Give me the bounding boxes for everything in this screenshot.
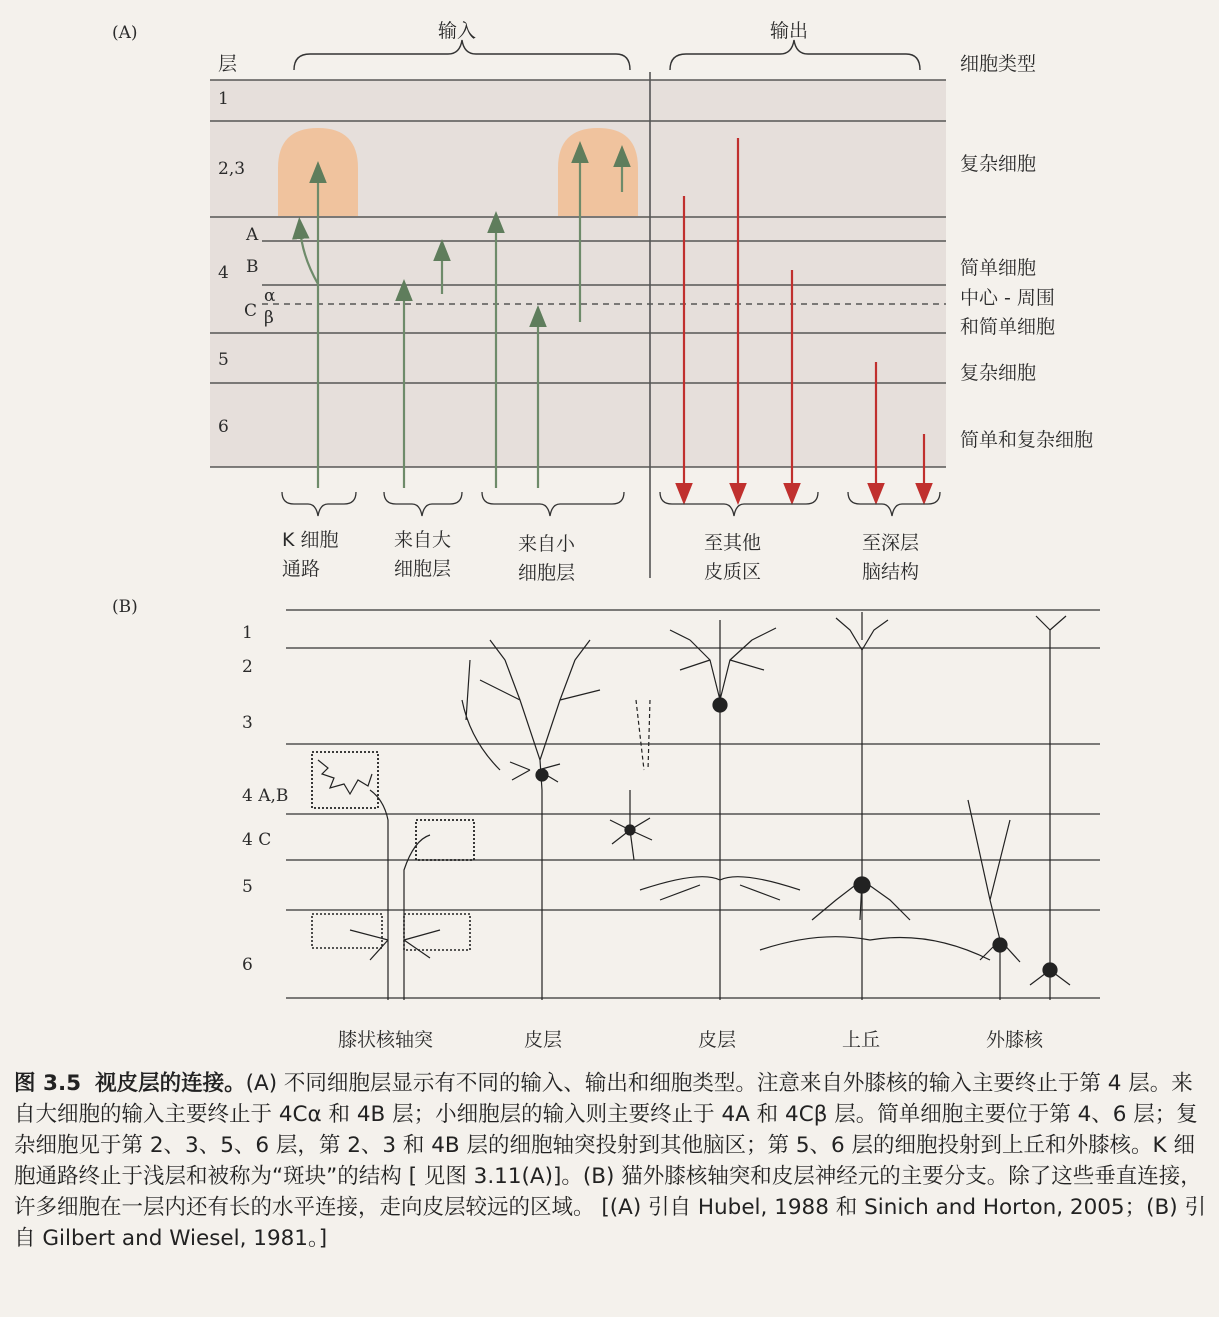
b-layer-6-label: 6 bbox=[242, 955, 253, 975]
cortex-cell-2-drawing bbox=[610, 700, 652, 860]
b-cell-label-cortex-2: 皮层 bbox=[698, 1029, 737, 1051]
target-deep-line1: 至深层 bbox=[862, 532, 920, 554]
b-cell-label-lgn: 外膝核 bbox=[986, 1029, 1044, 1051]
panel-b-label: (B) bbox=[112, 597, 138, 617]
target-cortex-line2: 皮质区 bbox=[704, 561, 762, 583]
panel-a bbox=[112, 20, 1093, 584]
b-cell-label-geniculate: 膝状核轴突 bbox=[338, 1029, 434, 1051]
cell-type-simple-complex: 简单和复杂细胞 bbox=[960, 429, 1094, 451]
layer-1-label: 1 bbox=[218, 89, 229, 109]
target-cortex-line1: 至其他 bbox=[704, 532, 762, 554]
b-layer-2-label: 2 bbox=[242, 657, 253, 677]
layer-4c-label: C bbox=[244, 301, 258, 321]
cell-type-header: 细胞类型 bbox=[960, 53, 1037, 75]
b-layer-1-label: 1 bbox=[242, 623, 253, 643]
cell-type-simple: 简单细胞 bbox=[960, 257, 1037, 279]
source-k-line1: K 细胞 bbox=[282, 529, 339, 551]
blob-right bbox=[558, 128, 638, 216]
figure-caption bbox=[14, 1068, 1206, 1254]
layer-4c-alpha-label: α bbox=[264, 286, 276, 306]
output-brace bbox=[670, 40, 920, 70]
cell-type-complex-2: 复杂细胞 bbox=[960, 362, 1037, 384]
input-header: 输入 bbox=[438, 20, 477, 42]
target-deep-line2: 脑结构 bbox=[862, 561, 920, 583]
input-brace bbox=[294, 40, 630, 70]
source-parvo-line1: 来自小 bbox=[518, 533, 576, 555]
geniculate-axon-drawing bbox=[312, 752, 474, 1000]
b-cell-label-cortex-1: 皮层 bbox=[524, 1029, 563, 1051]
panel-b bbox=[112, 597, 1100, 1051]
layer-4-label: 4 bbox=[218, 263, 229, 283]
layer-4b-label: B bbox=[246, 257, 259, 277]
panel-a-label: (A) bbox=[112, 23, 138, 43]
layer-5-label: 5 bbox=[218, 350, 229, 370]
cell-type-complex-1: 复杂细胞 bbox=[960, 153, 1037, 175]
panel-b-layer-lines bbox=[286, 610, 1100, 998]
caption-title: 视皮层的连接。 bbox=[95, 1071, 246, 1096]
source-braces bbox=[282, 492, 940, 516]
layer-4c-beta-label: β bbox=[264, 308, 274, 328]
source-magno-line1: 来自大 bbox=[394, 529, 452, 551]
b-layer-4c-label: 4 C bbox=[242, 830, 272, 850]
source-parvo-line2: 细胞层 bbox=[518, 562, 576, 584]
lgn-projecting-cell-drawing bbox=[968, 616, 1070, 1000]
cell-type-and-simple: 和简单细胞 bbox=[960, 316, 1056, 338]
neuron-drawings bbox=[312, 612, 1070, 1000]
b-layer-5-label: 5 bbox=[242, 877, 253, 897]
layer-header: 层 bbox=[218, 53, 238, 75]
caption-body: (A) 不同细胞层显示有不同的输入、输出和细胞类型。注意来自外膝核的输入主要终止于第 4 层。来自大细胞的输入主要终止于 4Cα 和 4B 层；小细胞层的输入则主要终止于 4A 和 4Cβ 层。简单细胞主要位于第 4、6 层；复杂细胞见于第 2、3、5、6 层，第 2、3 和 4B 层的细胞轴突投射到其他脑区；第 5、6 层的细胞投射到上丘和外膝核。K 细胞通路终止于浅层和被称为“斑块”的结构 [ 见图 3.11(A)]。(B) 猫外膝核轴突和皮层神经元的主要分支。除了这些垂直连接，许多细胞在一层内还有长的水平连接，走向皮层较远的区域。 [(A) 引自 Hubel, 1988 和 Sinich and Horton, 2005；(B) 引自 Gilbert and Wiesel, 1981。] bbox=[14, 1071, 1206, 1251]
caption-number: 图 3.5 bbox=[14, 1071, 82, 1096]
layer-23-label: 2,3 bbox=[218, 159, 246, 179]
source-k-line2: 通路 bbox=[282, 558, 321, 580]
b-cell-label-colliculus: 上丘 bbox=[842, 1029, 881, 1051]
layer-6-label: 6 bbox=[218, 417, 229, 437]
output-header: 输出 bbox=[770, 20, 809, 42]
b-layer-3-label: 3 bbox=[242, 713, 253, 733]
cortex-cell-3-drawing bbox=[640, 620, 800, 1000]
source-magno-line2: 细胞层 bbox=[394, 558, 452, 580]
colliculus-cell-drawing bbox=[760, 612, 990, 1000]
layer-4a-label: A bbox=[246, 225, 259, 245]
cortex-cell-1-drawing bbox=[462, 640, 600, 1000]
b-layer-4ab-label: 4 A,B bbox=[242, 786, 289, 806]
cell-type-center-surround: 中心 - 周围 bbox=[960, 287, 1055, 309]
